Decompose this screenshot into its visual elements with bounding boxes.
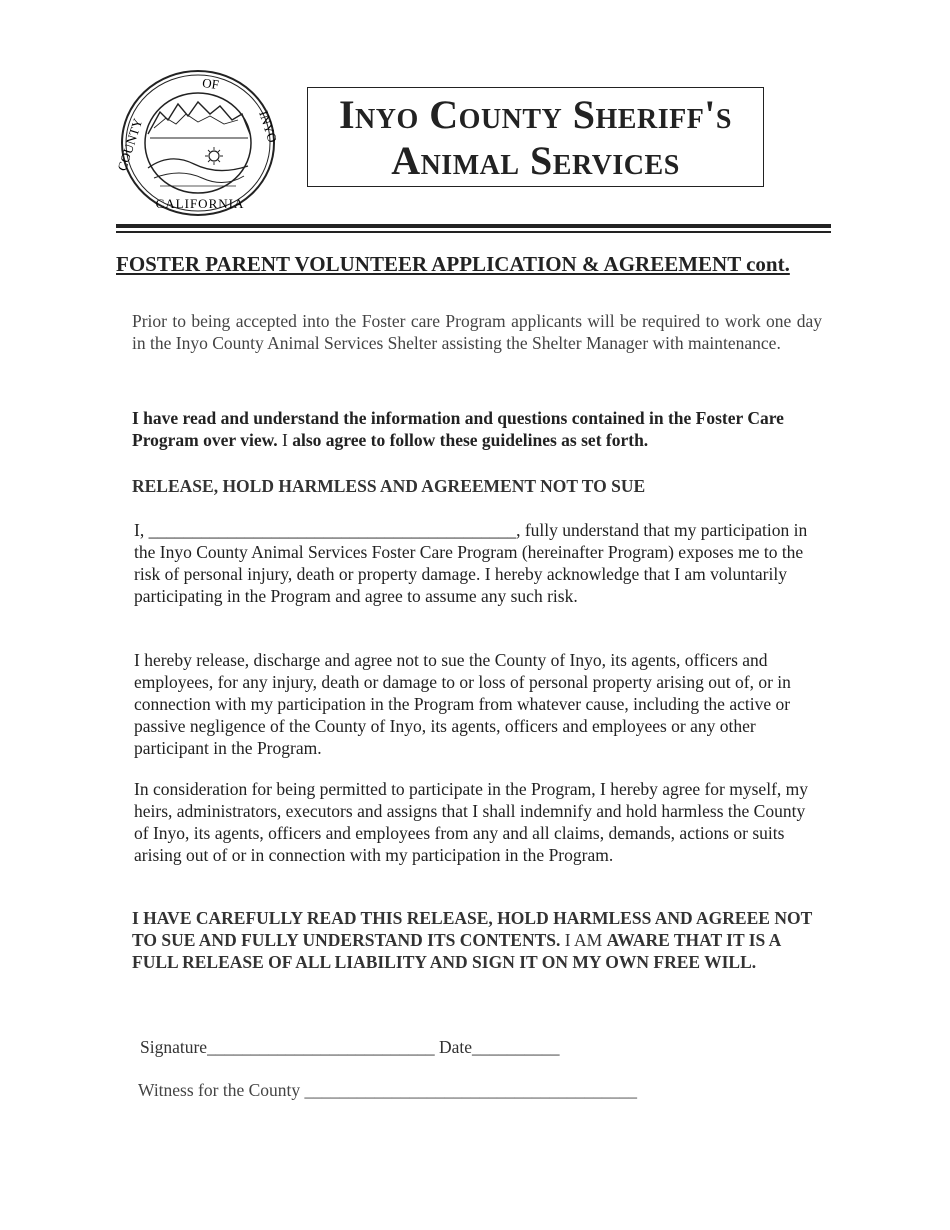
release-paragraph-2: I hereby release, discharge and agree not to sue the County of Inyo, its agents, officers and employees, for any injury, death or damage to or loss of personal property arising out of, or in connection with my participation in the Program from whatever cause, including the active or passive negligence of the County of Inyo, its agents, officers and employees or any other participant in the Program. xyxy=(134,650,791,758)
agency-title-line2: Animal Services xyxy=(391,138,680,183)
sun-icon xyxy=(209,151,219,161)
signature-date-line[interactable]: Signature__________________________ Date__________ xyxy=(140,1037,560,1057)
final-text-part1: I HAVE CAREFULLY READ THIS RELEASE, HOLD HARMLESS AND AGREEE NOT TO SUE AND FULLY UNDERSTAND ITS CONTENTS. xyxy=(132,908,812,950)
county-seal xyxy=(114,68,281,218)
seal-text-right: INYO xyxy=(256,108,281,145)
witness-line[interactable]: Witness for the County ______________________________________ xyxy=(138,1080,637,1100)
final-text-part2: I AM xyxy=(560,930,607,950)
seal-text-bottom: CALIFORNIA xyxy=(155,196,245,211)
release-paragraph-3: In consideration for being permitted to participate in the Program, I hereby agree for myself, my heirs, administrators, executors and assigns that I shall indemnify and hold harmless the County of Inyo, its agents, officers and employees from any and all claims, demands, actions or suits arising out of or in connection with my participation in the Program. xyxy=(134,779,809,865)
seal-text-top: OF xyxy=(201,74,220,93)
header-divider-thick xyxy=(116,224,831,228)
header-divider-thin xyxy=(116,231,831,233)
ack-text-part2: I xyxy=(277,430,293,450)
agency-title-box xyxy=(307,87,764,187)
seal-text-left: COUNTY xyxy=(114,116,146,173)
release-paragraph-1: I, __________________________________________, fully understand that my participation in the Inyo County Animal Services Foster Care Program (hereinafter Program) exposes me to the risk of personal injury, death or property damage. I hereby acknowledge that I am voluntarily participating in the Program and agree to assume any such risk. xyxy=(134,520,808,606)
form-title: FOSTER PARENT VOLUNTEER APPLICATION & AGREEMENT cont. xyxy=(116,252,790,276)
final-text-part3: AWARE THAT IT IS A FULL RELEASE OF ALL LIABILITY AND SIGN IT ON MY OWN FREE WILL. xyxy=(132,930,781,972)
acknowledgement-paragraph xyxy=(132,407,822,451)
agency-title-line1: Inyo County Sheriff's xyxy=(338,92,732,137)
ack-text-part3: also agree to follow these guidelines as set forth. xyxy=(292,430,649,450)
intro-paragraph: Prior to being accepted into the Foster care Program applicants will be required to work one day in the Inyo County Animal Services Shelter assisting the Shelter Manager with maintenance. xyxy=(132,311,822,353)
hills-drawing xyxy=(148,159,248,171)
release-heading: RELEASE, HOLD HARMLESS AND AGREEMENT NOT TO SUE xyxy=(132,476,646,496)
ack-text-part1: I have read and understand the information and questions contained in the Foster Care Program over view. xyxy=(132,408,784,450)
final-statement xyxy=(132,907,822,973)
